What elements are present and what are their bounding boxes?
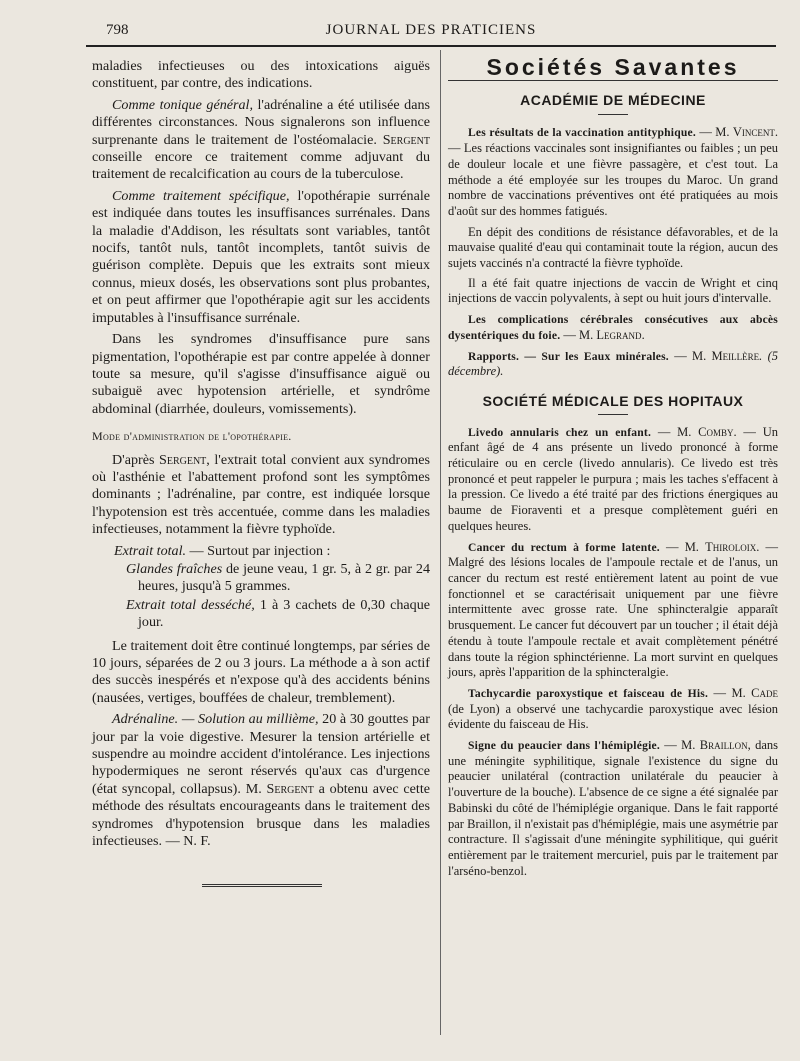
society-heading: SOCIÉTÉ MÉDICALE DES HOPITAUX — [482, 392, 744, 409]
paragraph: Le traitement doit être continué longtemps, par séries de 10 jours, séparées de 2 ou 3 jours. La méthode a à son actif des succès inespérés et n'expose qu'à des accidents bénins (nausées, vertiges, bouffées de chaleur, tremblement). — [92, 637, 430, 706]
article-end-rule — [202, 884, 322, 887]
paragraph: D'après Sergent, l'extrait total convient aux syndromes où l'asthénie et l'abattement profond sont les symptômes dominants ; l'adrénaline, par contre, est indiquée lorsque l'hypotension est très accentuée, comme dans les maladies infectieuses, notamment la fièvre typhoïde. — [92, 451, 431, 538]
list-item: Glandes fraîches de jeune veau, 1 gr. 5, à 2 gr. par 24 heures, jusqu'à 5 grammes. — [126, 560, 430, 595]
entry: Cancer du rectum à forme latente. — M. Thiroloix. — Malgré des lésions locales de l'ampoule rectale et de l'anus, un cancer du rectum est resté entièrement latent au point de vue fonctionnel et se caractérisait uniquement par une fièvre intermittente avec grosse rate. Une sphincteralgie apparaît brusquement. Le cancer fut découvert par un toucher ; il était déjà étendu à toute l'ampoule rectale et avait complètement pénétré dans toute la région sphinctérienne. La mort survint en quelques jours, après l'apparition de la sphincteralgie. — [448, 539, 778, 680]
entry: Rapports. — Sur les Eaux minérales. — M. Meillère. (5 décembre). — [448, 348, 778, 379]
page-header — [86, 14, 776, 44]
left-column — [92, 58, 430, 887]
paragraph: En dépit des conditions de résistance défavorables, et de la mauvaise qualité d'eau qui contaminait toute la région, aucun des sujets vaccinés n'a contracté la fièvre typhoïde. — [448, 224, 778, 271]
paragraph: Adrénaline. — Solution au millième, 20 à 30 gouttes par jour par la voie digestive. Mesurer la tension artérielle et suspendre au moindre accident d'intolérance. Les injections hypodermiques ne seront réservés qu'aux cas d'urgence (état syncopal, collapsus). M. Sergent a obtenu avec cette méthode des résultats encourageants dans le traitement des syndromes d'hypotension brusque dans les maladies infectieuses. — N. F. — [92, 711, 430, 850]
section-heading: Mode d'administration de l'opothérapie. — [92, 429, 292, 444]
list-item: Extrait total desséché, 1 à 3 cachets de 0,30 chaque jour. — [126, 596, 431, 631]
journal-title: JOURNAL DES PRATICIENS — [325, 22, 537, 38]
entry: Les résultats de la vaccination antityphique. — M. Vincent. — Les réactions vaccinales sont insignifiantes ou faibles ; un peu de douleur locale et une fièvre passagère, et c'est tout. La méthode a été employée sur les troupes du Maroc. Un grand nombre de vaccinations préventives ont été pratiquées au mois d'août sur des hommes fatigués. — [448, 125, 778, 218]
academy-heading: ACADÉMIE DE MÉDECINE — [520, 91, 706, 108]
column-divider — [440, 50, 441, 1035]
paragraph: maladies infectieuses ou des intoxications aiguës constituent, par contre, des indications. — [92, 58, 430, 92]
paragraph: Dans les syndromes d'insuffisance pure sans pigmentation, l'opothérapie est par contre appelée à donner toute sa mesure, qu'il s'agisse d'insuffisance aiguë ou subaiguë avec hypotension artérielle, et syndrôme abdominal (diarrhée, douleurs, vomissements). — [92, 331, 430, 417]
paragraph: Comme tonique général, l'adrénaline a été utilisée dans différentes circonstances. Nous signalerons son influence surprenante dans le traitement de l'ostéomalacie. Sergent conseille encore ce traitement comme adjuvant du traitement de recalcification au cours de la tuberculose. — [92, 96, 430, 183]
heading-rule — [598, 414, 628, 415]
header-rule — [86, 45, 776, 47]
right-column — [448, 54, 778, 884]
dosage-list — [114, 543, 430, 632]
paragraph: Comme traitement spécifique, l'opothérapie surrénale est indiquée dans toutes les insuffisances surrénales. Dans la maladie d'Addison, les résultats sont variables, tantôt nocifs, tantôt nuls, tantôt incomplets, tantôt suivis de guérison complète. Depuis que les extraits sont mieux connus, mieux dosés, les observations sont plus probantes, et on peut affirmer que l'opothérapie agit sur les accidents imputables à l'insuffisance surrénale. — [92, 187, 430, 326]
paragraph: Il a été fait quatre injections de vaccin de Wright et cinq injections de vaccin polyvalents, à sept ou huit jours d'intervalle. — [448, 275, 778, 306]
heading-rule — [598, 114, 628, 115]
entry: Signe du peaucier dans l'hémiplégie. — M. Braillon, dans une méningite syphilitique, signale l'existence du signe du peaucier unilatéral (contraction unilatérale du peaucier à l'ouverture de la bouche). L'absence de ce signe a été signalée par Babinski du côté de l'hémiplégie organique. Dans le fait rapporté par Braillon, il n'existait pas d'hémiplégie, mais une asymétrie par contracture. Il s'agissait d'une méningite syphilitique, qui guérit entièrement par le traitement mercuriel, puis par le traitement par l'arséno-benzol. — [448, 738, 778, 878]
entry: Livedo annularis chez un enfant. — M. Comby. — Un enfant âgé de 4 ans présente un livedo prononcé à forme réticulaire ou en cercle (livedo annularis). Ce livedo est très prononcé et peut rappeler le purpura ; mais les taches s'effacent à la pression. Ce livedo a été traité par des frictions énergiques au baume de Fioraventi et a presque complètement guéri en quelques heures. — [448, 424, 778, 533]
entry: Tachycardie paroxystique et faisceau de His. — M. Cade (de Lyon) a observé une tachycardie paroxystique avec lésion évidente du faisceau de His. — [448, 685, 778, 732]
entry: Les complications cérébrales consécutives aux abcès dysentériques du foie. — M. Legrand. — [448, 313, 778, 342]
page-number: 798 — [106, 22, 129, 38]
list-item: Extrait total. — Surtout par injection : — [114, 542, 331, 559]
section-title: Sociétés Savantes — [486, 54, 740, 80]
